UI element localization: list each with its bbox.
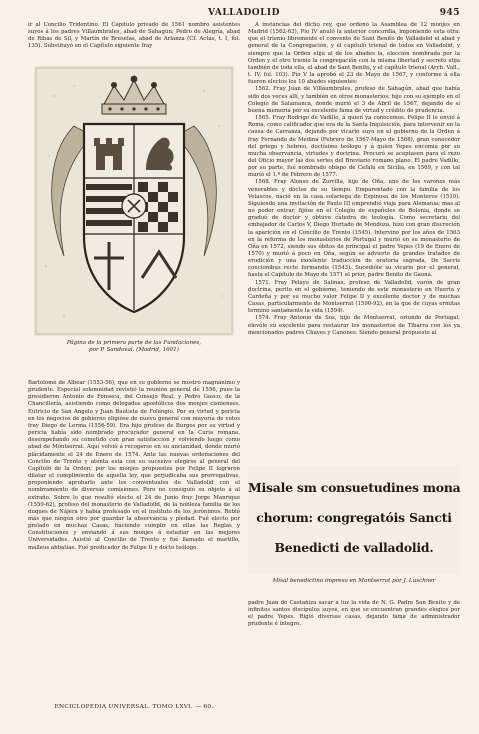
paragraph: 1568. Fray Alonso de Zorrilla, hijo de Oña, uno de los varones más venerables y doctos de su tiempo. Emparentado con la familia de los Velascos, nació en la casa solariega de Espinosa de los Monteros (1510). Siguiendo una invitación de Paulo III emprendió viaje para Alemania; mas al no poder entrar, fijóse en el Colegio de españoles de Bolonia, donde se graduó de doctor y obtuvo cátedra de teología. Como secretario del embajador de Carlos V, Diego Hurtado de Mendoza, hizo con gran discreción la aparición en el Concilio de Trento (1545). Intervino por los años de 1563 en la reforma de los monasterios de Portugal y murió en su monasterio de Oña en 1572, siendo sus óbitos de principal el padre Yepes (19 de Enero de 1570) y murió á poco en Oña, según se advierte de grandes tratados de erudición y una excelente traducción de oratoria sagrada, De Sacris concionibus recte formandis (1543). Sucedióle su vicario por el general, hasta el Capítulo de Mayo de 1571 el prior, padre Benito de Gaona.: [248, 179, 460, 279]
figure-caption-line: Página de la primera parte de las Fundaciones,: [66, 340, 202, 346]
coat-of-arms-figure: [34, 66, 234, 336]
paragraph: 1565. Fray Rodrigo de Vadillo, á quien ya conocemos. Felipe II le envió á Roma, como calificador que era de la Santa Inquisición, para intervenir en la causa de Carranza, dejando por vicario suyo en el gobierno de la Orden á fray Fernando de Medina (Febrero de 1567-Mayo de 1568), gran conocedor del griego y hebreo, doctísimo teólogo y á quien Yepes encomia por su mucha observancia, virtudes y doctrina. Procuró se aceptasen para el rezo del Oficio mayor las dos series del Breviario romano plano. El padre Vadillo, por su parte, fué nombrado obispo de Cefalú en Sicilia, en 1569, y con tal murió el 1.º de Febrero de 1577.: [248, 115, 460, 179]
left-column-top-text: [28, 22, 240, 64]
paragraph: 1574. Fray Antonio de Sos, hijo de Montserrat, oriundo de Portugal, elevóle su excelente para restaurar los monasterios de Tibarra con los ya mencionados padres Chaves y Canones. Siendo general propuesto al: [248, 315, 460, 336]
page-number: 945: [439, 8, 460, 18]
running-title: VALLADOLID: [208, 8, 280, 18]
coat-of-arms-illustration: [34, 66, 234, 336]
right-column-top-text: [248, 22, 460, 462]
figure-caption: [28, 340, 240, 354]
gothic-title-line: chorum: congregatóis Sancti: [256, 510, 452, 525]
gothic-caption: Misal benedictino impreso en Montserrat por J. Luschner: [272, 578, 436, 584]
paragraph: Bartolomé de Albear (1553-56), que en su gobierno se mostró magnánimo y prudente. Especial solemnidad revistió la reunión general de 1556, pues la presidieron Antonio de Fonseca, del Consejo Real, y Pedro Gasco, de la Chancillería, asistiendo como delegados apostólicos dos monjes cisnienses, Eutricio de San Angelo y Juan Bautista de Folengio. Por su virtud y pericia en los negocios de gobierno eligióse de nuevo general con mayoría de votos fray Diego de Lerma (1556-59). Era hijo profeso de Burgos por su virtud y pericia había sido nombrado procurador general en la Curia romana, desempeñando su cometido con gran satisfacción y volviendo luego como abad de Montserrat. Aquí volvió á recogerse en su ancianidad, donde murió plácidamente el 24 de Enero de 1574. Ante las nuevas ordenaciones del Concilio de Trento y atenta esta con su sucesivo elegirse al general del Capítulo de la Orden; por los monjes propuestos por Felipe II lograron dilatar el cumplimiento de aquella ley, que perjudicaba sus prerrogativas, proponiendo aprobarlo ante los conventuales de Valladolid con el nombramiento de diversas comisiones. Pero no consiguió su objeto á al extraño. Sobre lo que resultó electo el 24 de Junio fray Jorge Manrique (1559-62), profeso del monasterio de Valladolid, de la nobleza familia de los duques de Nájera y había profesado en el instituto de los jerónimos. Rebló más que ningún otro por guardar la observancia y piedad. Fué electo por prelado en muchas Casas, haciendo cumplir en ellas las Reglas y Constituciones y enviando á sus monjes á estudiar en las mejores Universidades. Asistió al Concilio de Trento y fué llamado el martillo, malleus abbatiae. Fué predicador de Felipe II y docto teólogo.: [28, 380, 240, 551]
paragraph: 1562. Fray Juan de Villaumbrales, profeso de Sahagún, abad que había sido dos veces allí, y también en otros monasterios; hijo con su ejemplo en el Colegio de Salamanca, donde murió el 3 de Abril de 1567, dejando de sí buena memoria por su excelente fama de virtud y crédito de prudencia.: [248, 86, 460, 114]
paragraph: Á instancias del dicho rey, que ordenó la Asamblea de 12 monjes en Madrid (1562-63), Pío IV anuló la anterior concordia, imponiendo esta otra: que el trienio libremente el convento de Sant Benito de Valladolid el abad y general de la Congregación, y el capítulo trienal de todos en Valladolid, y siempre que la Orden elija al de los abades la, elección nombrada por la Orden y el otro trienio la congregación con la misma libertad y secreto elija también de toda ella, el abad de Sant Benito, y el capítulo trienal (Arch. Vall., t. IV, fol. 103). Pío V la aprobó el 23 de Mayo de 1567, y conforme á ella fueron electos los 10 abades siguientes:: [248, 22, 460, 86]
paragraph: padre Juan de Castañiza sacar á luz la vida de N. G. Padre San Benito y de infinitos santos discípulos suyos, en que se encuentran grandes elogios por el padre Yepes. Rigió diversas casas, dejando fama de administrador prudente é íntegro.: [248, 600, 460, 628]
paragraph: 1571. Fray Pelayo de Salinas, profeso de Valladolid, varón de gran doctrina, perito en el gobierno, teniendo de este monasterio en Huerta y Cardeña y por su mucho valor Felipe II y excelente doctor y de muchas Casas, particularmente de Montserrat (1590-92), en la que de cuyas ermitas terminó santamente la vida (1594).: [248, 279, 460, 315]
gothic-title-line: Misale sm consuetudines mona: [248, 480, 461, 495]
figure-caption-line: por P. Sandoval. (Madrid, 1601): [89, 347, 179, 353]
right-column-bottom-text: [248, 600, 460, 700]
gothic-title-line: Benedicti de valladolid.: [274, 540, 434, 555]
left-column-bottom-text: [28, 380, 240, 700]
gothic-title-facsimile: [248, 466, 460, 574]
paragraph: ir al Concilio Tridentino. El Capítulo privado de 1561 nombró asistentes suyos á los padres Villaumbrales, abad de Sahagún; Pedro de Alegría, abad de Ribas de Sil, y Martín de Bruselas, abad de Arlanza (Cf. Actas, t. I, fol. 135). Substituyó en el Capítulo siguiente fray: [28, 22, 240, 50]
page-footer: ENCICLOPEDIA UNIVERSAL. TOMO LXVI. — 60.: [54, 704, 214, 710]
running-header: [28, 8, 460, 22]
